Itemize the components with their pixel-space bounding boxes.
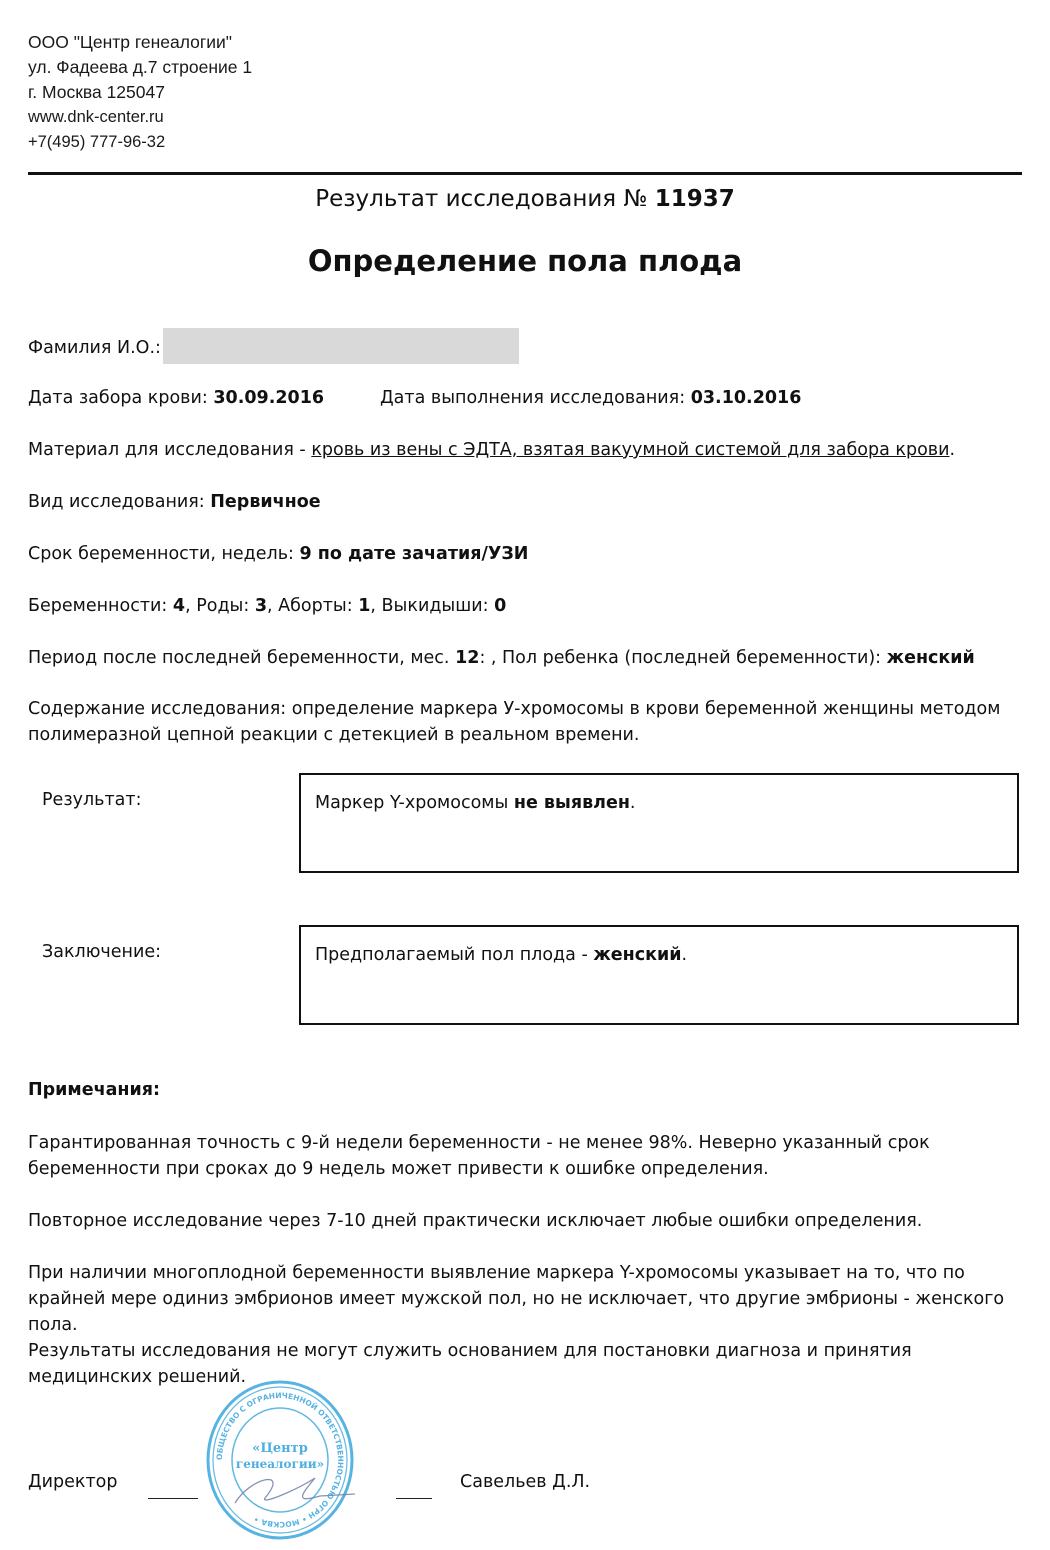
document-number-value: 11937 [654, 186, 735, 212]
study-type-row [28, 492, 321, 512]
pregnancies-value: 4 [172, 596, 186, 616]
child-sex-value: женский [886, 648, 975, 668]
miscarriages-label: , Выкидыши: [370, 596, 489, 616]
miscarriages-value: 0 [494, 596, 507, 616]
material-label: Материал для исследования - [28, 440, 306, 460]
study-type-label: Вид исследования: [28, 492, 205, 512]
document-number [0, 186, 1050, 212]
patient-name-row [28, 330, 519, 366]
org-phone: +7(495) 777-96-32 [28, 133, 166, 151]
note-item: Повторное исследование через 7-10 дней практически исключает любые ошибки определения. [28, 1211, 923, 1231]
child-sex-label: : , Пол ребенка (последней беременности): [479, 648, 882, 668]
study-content: Содержание исследования: определение маркера У-хромосомы в крови беременной женщины методом полимеразной цепной реакции с детекцией в реальном времени. [28, 699, 1001, 745]
result-text [315, 793, 636, 813]
pregnancies-label: Беременности: [28, 596, 168, 616]
abortions-value: 1 [358, 596, 371, 616]
last-pregnancy-row [28, 648, 975, 668]
org-website: www.dnk-center.ru [28, 108, 164, 126]
conclusion-text-end: . [681, 945, 688, 965]
signature-line-left [148, 1498, 198, 1499]
signature-line-right [396, 1498, 432, 1499]
document-title: Определение пола плода [307, 244, 743, 278]
result-label: Результат: [42, 790, 142, 810]
exec-date-value: 03.10.2016 [690, 388, 802, 408]
notes-title: Примечания: [28, 1080, 161, 1100]
material-row [28, 440, 955, 460]
organization-info [28, 30, 252, 155]
stamp-ring-text: ОБЩЕСТВО С ОГРАНИЧЕННОЙ ОТВЕТСТВЕННОСТЬЮ ОГРН • МОСКВА • [214, 1390, 346, 1530]
stamp-center-line2: генеалогии» [235, 1457, 325, 1471]
note-item: Гарантированная точность с 9-й недели беременности - не менее 98%. Неверно указанный срок беременности при сроках до 9 недель может привести к ошибке определения. [28, 1133, 930, 1179]
material-end: . [949, 440, 956, 460]
exec-date-label: Дата выполнения исследования: [380, 388, 686, 408]
births-value: 3 [254, 596, 268, 616]
org-address-street: ул. Фадеева д.7 строение 1 [28, 57, 253, 77]
result-box [299, 773, 1019, 873]
births-label: , Роды: [185, 596, 250, 616]
pregnancy-term-value: 9 по дате зачатия/УЗИ [299, 544, 529, 564]
result-text-bold: не выявлен [513, 793, 630, 813]
study-type-value: Первичное [210, 492, 321, 512]
material-value: кровь из вены с ЭДТА, взятая вакуумной системой для забора крови [311, 440, 950, 460]
blood-date-value: 30.09.2016 [213, 388, 325, 408]
org-name: ООО "Центр генеалогии" [28, 32, 233, 52]
blood-date-label: Дата забора крови: [28, 388, 208, 408]
abortions-label: , Аборты: [267, 596, 353, 616]
result-text-end: . [629, 793, 636, 813]
conclusion-text [315, 945, 687, 965]
exec-date-row [380, 388, 801, 408]
note-item: Результаты исследования не могут служить основанием для постановки диагноза и принятия медицинских решений. [28, 1341, 912, 1387]
signature-name: Савельев Д.Л. [460, 1472, 591, 1492]
signature-role: Директор [28, 1472, 118, 1492]
pregnancy-term-row [28, 544, 528, 564]
period-value: 12 [455, 648, 480, 668]
stamp-center-line1: «Центр [252, 1441, 308, 1456]
pregnancy-term-label: Срок беременности, недель: [28, 544, 294, 564]
conclusion-text-bold: женский [593, 945, 682, 965]
header-divider [28, 172, 1022, 175]
period-label: Период после последней беременности, мес. [28, 648, 450, 668]
company-stamp [205, 1378, 355, 1543]
obstetric-history-row [28, 596, 506, 616]
conclusion-text-plain: Предполагаемый пол плода - [315, 945, 588, 965]
conclusion-label: Заключение: [42, 942, 162, 962]
patient-name-redacted [163, 328, 519, 364]
result-text-plain: Маркер Y-хромосомы [315, 793, 509, 813]
org-address-city: г. Москва 125047 [28, 82, 165, 102]
note-item: При наличии многоплодной беременности выявление маркера Y-хромосомы указывает на то, что по крайней мере одиниз эмбрионов имеет мужской пол, но не исключает, что другие эмбрионы - женского пола. [28, 1263, 1005, 1335]
conclusion-box [299, 925, 1019, 1025]
patient-name-label: Фамилия И.О.: [28, 338, 161, 358]
blood-date-row [28, 388, 324, 408]
document-number-label: Результат исследования № [315, 186, 648, 212]
